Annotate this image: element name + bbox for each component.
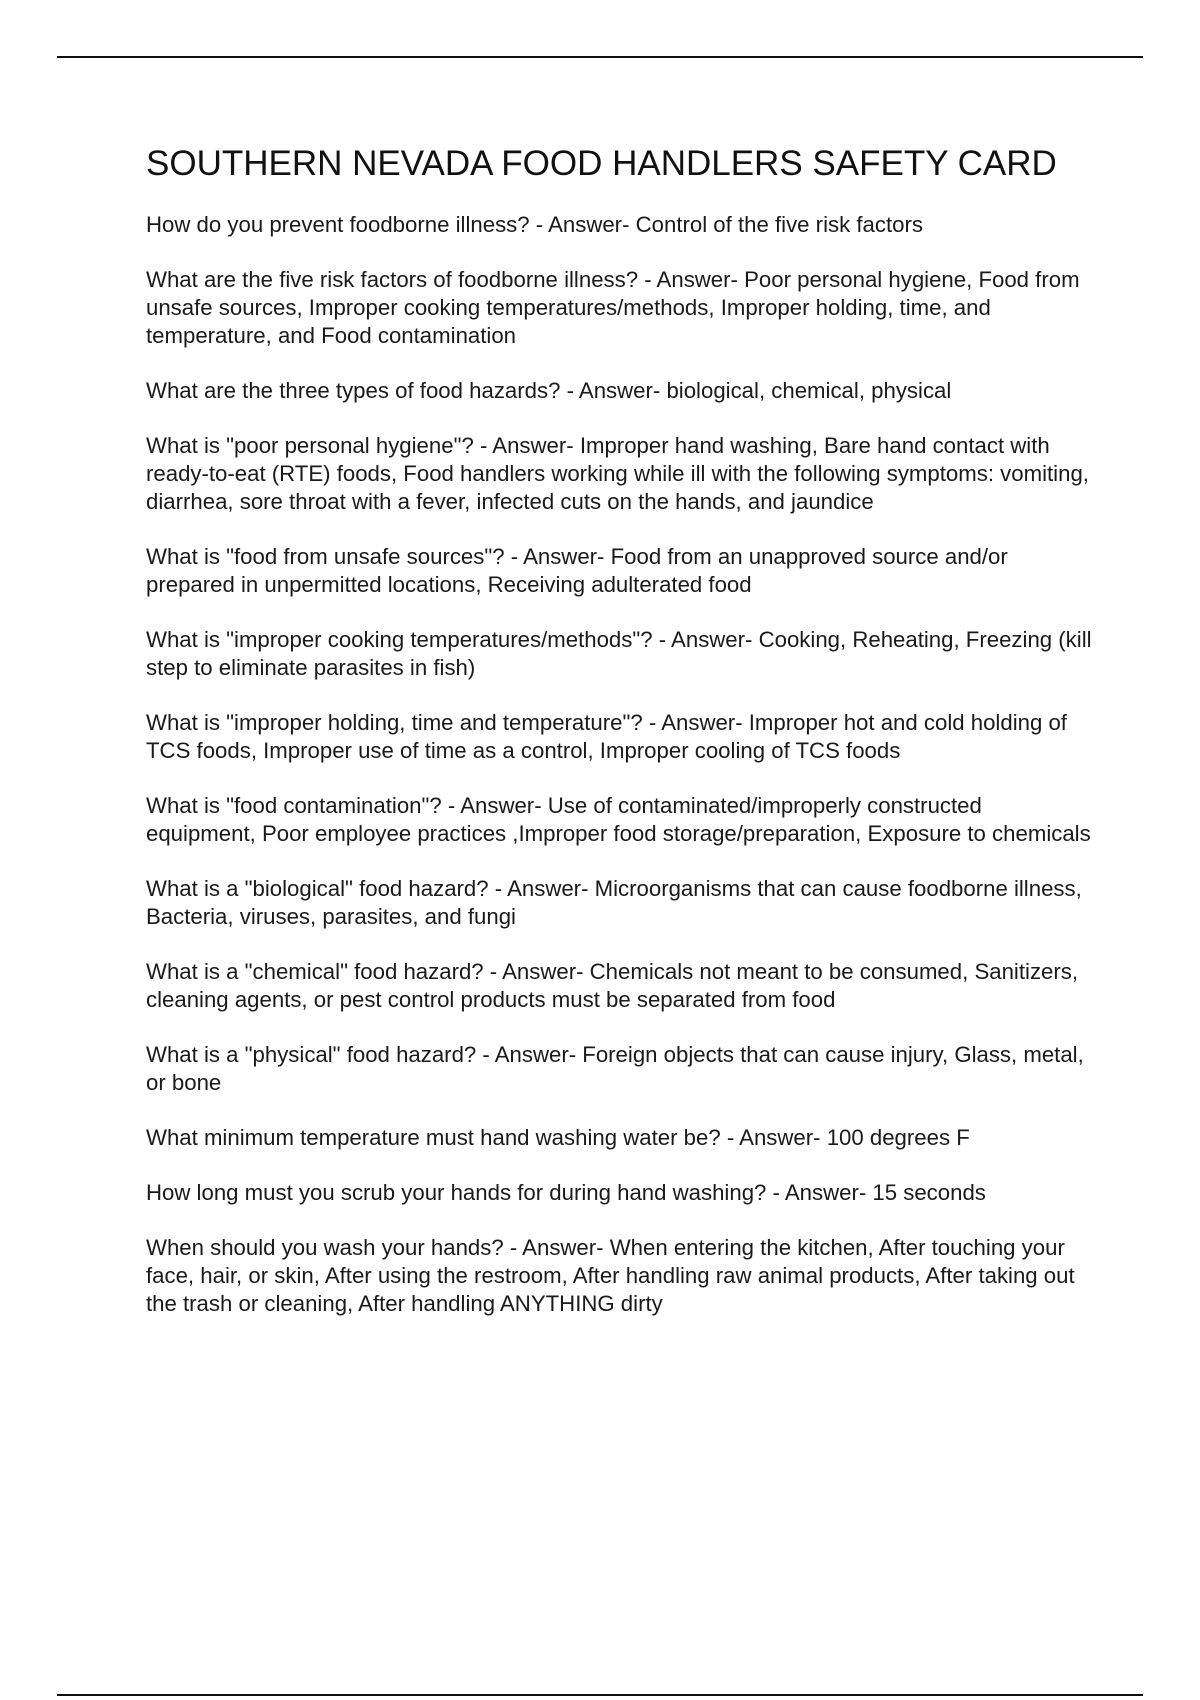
- qa-item: How do you prevent foodborne illness? - Answer- Control of the five risk factors: [146, 212, 923, 237]
- top-divider: [57, 56, 1143, 58]
- qa-item: What is a "biological" food hazard? - Answer- Microorganisms that can cause foodborne illness, Bacteria, viruses, parasites, and fungi: [146, 876, 1082, 929]
- qa-item: When should you wash your hands? - Answer- When entering the kitchen, After touching your face, hair, or skin, After using the restroom, After handling raw animal products, After taking out the trash or cleaning, After handling ANYTHING dirty: [146, 1235, 1075, 1316]
- qa-item: What is "food contamination"? - Answer- Use of contaminated/improperly constructed equipment, Poor employee practices ,Improper food storage/preparation, Exposure to chemicals: [146, 793, 1091, 846]
- qa-item: What is "improper holding, time and temperature"? - Answer- Improper hot and cold holding of TCS foods, Improper use of time as a control, Improper cooling of TCS foods: [146, 710, 1067, 763]
- qa-item: What are the three types of food hazards? - Answer- biological, chemical, physical: [146, 378, 952, 403]
- bottom-divider: [57, 1694, 1143, 1696]
- qa-item: What is "poor personal hygiene"? - Answer- Improper hand washing, Bare hand contact with ready-to-eat (RTE) foods, Food handlers working while ill with the following symptoms: vomiting, diarrhea, sore throat with a fever, infected cuts on the hands, and jaundice: [146, 433, 1089, 514]
- document-title: SOUTHERN NEVADA FOOD HANDLERS SAFETY CARD: [146, 144, 1057, 183]
- qa-item: What are the five risk factors of foodborne illness? - Answer- Poor personal hygiene, Food from unsafe sources, Improper cooking temperatures/methods, Improper holding, time, and temperature, and Food contamination: [146, 267, 1080, 348]
- qa-item: What is "food from unsafe sources"? - Answer- Food from an unapproved source and/or prepared in unpermitted locations, Receiving adulterated food: [146, 544, 1008, 597]
- qa-item: How long must you scrub your hands for during hand washing? - Answer- 15 seconds: [146, 1180, 986, 1205]
- qa-list: [146, 211, 1096, 1318]
- qa-item: What minimum temperature must hand washing water be? - Answer- 100 degrees F: [146, 1125, 970, 1150]
- document-body: [146, 143, 1096, 1345]
- qa-item: What is a "physical" food hazard? - Answer- Foreign objects that can cause injury, Glass, metal, or bone: [146, 1042, 1084, 1095]
- qa-item: What is a "chemical" food hazard? - Answer- Chemicals not meant to be consumed, Sanitizers, cleaning agents, or pest control products must be separated from food: [146, 959, 1079, 1012]
- qa-item: What is "improper cooking temperatures/methods"? - Answer- Cooking, Reheating, Freezing (kill step to eliminate parasites in fish): [146, 627, 1092, 680]
